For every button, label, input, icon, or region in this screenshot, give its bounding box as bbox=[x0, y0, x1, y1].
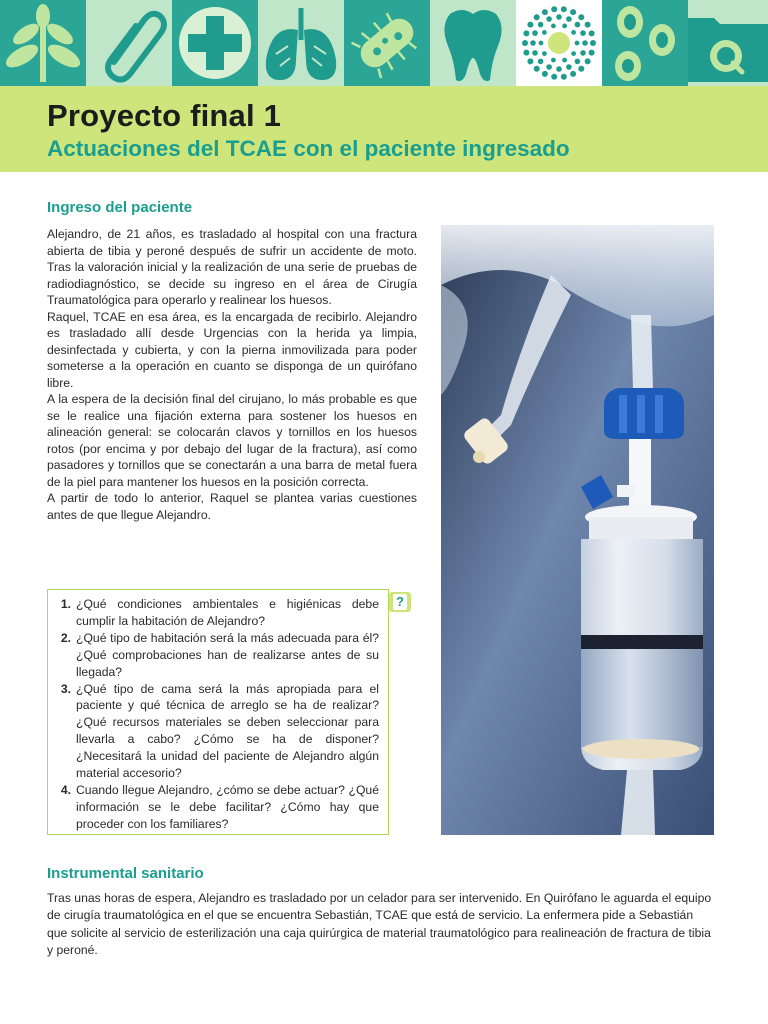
title-band bbox=[0, 86, 768, 172]
question-item bbox=[56, 596, 379, 630]
question-text: ¿Qué tipo de habitación será la más adecuada para él? ¿Qué comprobaciones han de realizarse antes de su llegada? bbox=[76, 630, 379, 679]
page-subtitle: Actuaciones del TCAE con el paciente ingresado bbox=[47, 136, 570, 161]
section-heading-ingreso: Ingreso del paciente bbox=[47, 199, 193, 216]
paragraph: A la espera de la decisión final del cirujano, lo más probable es que se le realice una fijación externa para sostener los huesos en alineación general: se colocarán clavos y tornillos en los huesos rotos (por encima y por debajo del lugar de la fractura), así como pasadores y tornillos que se conectarán a una barra de metal fuera de la piel para mantener los huesos en la posición correcta. bbox=[47, 392, 417, 489]
question-number: 2. bbox=[60, 630, 71, 645]
bacteria-icon bbox=[344, 0, 430, 86]
iv-drip-photo bbox=[441, 225, 714, 835]
question-text: ¿Qué tipo de cama será la más apropiada para el paciente y qué técnica de arreglo se ha de realizar? ¿Qué recursos materiales se deben seleccionar para llevarla a cabo? ¿Cómo se ha de disponer? ¿Necesitará la unidad del paciente de Alejandro algún material accesorio? bbox=[76, 681, 379, 781]
paragraph: Alejandro, de 21 años, es trasladado al hospital con una fractura abierta de tibia y peroné después de sufrir un accidente de moto. Tras la valoración inicial y la realización de una serie de pruebas de radiodiagnóstico, se decide su ingreso en el área de Cirugía Traumatológica para operarlo y realinear los huesos. bbox=[47, 227, 417, 307]
questions-list bbox=[56, 596, 379, 833]
section-body-instrumental: Tras unas horas de espera, Alejandro es trasladado por un celador para ser intervenido. En Quirófano le aguarda el equipo de cirugía traumatológica en el que se encuentra Sebastián, TCAE que está de servicio. La enfermera pide a Sebastián que solicite al servicio de esterilización una caja quirúrgica de material traumatológico para realineación de fractura de tibia y peroné. bbox=[47, 891, 712, 957]
cell-dots-icon bbox=[516, 0, 602, 86]
questions-box bbox=[47, 589, 389, 835]
question-text: ¿Qué condiciones ambientales e higiénicas debe cumplir la habitación de Alejandro? bbox=[76, 597, 379, 628]
paragraph: A partir de todo lo anterior, Raquel se plantea varias cuestiones antes de que llegue Alejandro. bbox=[47, 491, 417, 522]
paperclip-icon bbox=[86, 0, 172, 86]
medical-cross-icon bbox=[172, 0, 258, 86]
section-body-ingreso bbox=[47, 226, 417, 523]
question-number: 1. bbox=[60, 597, 71, 611]
icon-banner bbox=[0, 0, 768, 86]
question-number: 4. bbox=[60, 782, 71, 797]
question-item bbox=[56, 782, 379, 833]
page-title: Proyecto final 1 bbox=[47, 98, 282, 133]
cells-icon bbox=[602, 0, 688, 86]
lungs-icon bbox=[258, 0, 344, 86]
tooth-icon bbox=[430, 0, 516, 86]
folder-search-icon bbox=[688, 0, 768, 86]
section-heading-instrumental: Instrumental sanitario bbox=[47, 865, 204, 882]
plant-icon bbox=[0, 0, 86, 86]
question-item bbox=[56, 630, 379, 681]
paragraph: Raquel, TCAE en esa área, es la encargada de recibirlo. Alejandro es trasladado allí desde Urgencias con la herida ya limpia, desinfectada y cubierta, y con la pierna inmovilizada para poder someterse a la operación en cuanto se disponga de un quirófano libre. bbox=[47, 309, 417, 390]
question-number: 3. bbox=[60, 681, 71, 696]
question-mark-icon: ? bbox=[393, 594, 407, 610]
question-text: Cuando llegue Alejandro, ¿cómo se debe actuar? ¿Qué información se le debe facilitar? ¿Cómo hay que proceder con los familiares? bbox=[76, 782, 379, 831]
question-badge bbox=[389, 592, 411, 612]
question-item bbox=[56, 681, 379, 782]
